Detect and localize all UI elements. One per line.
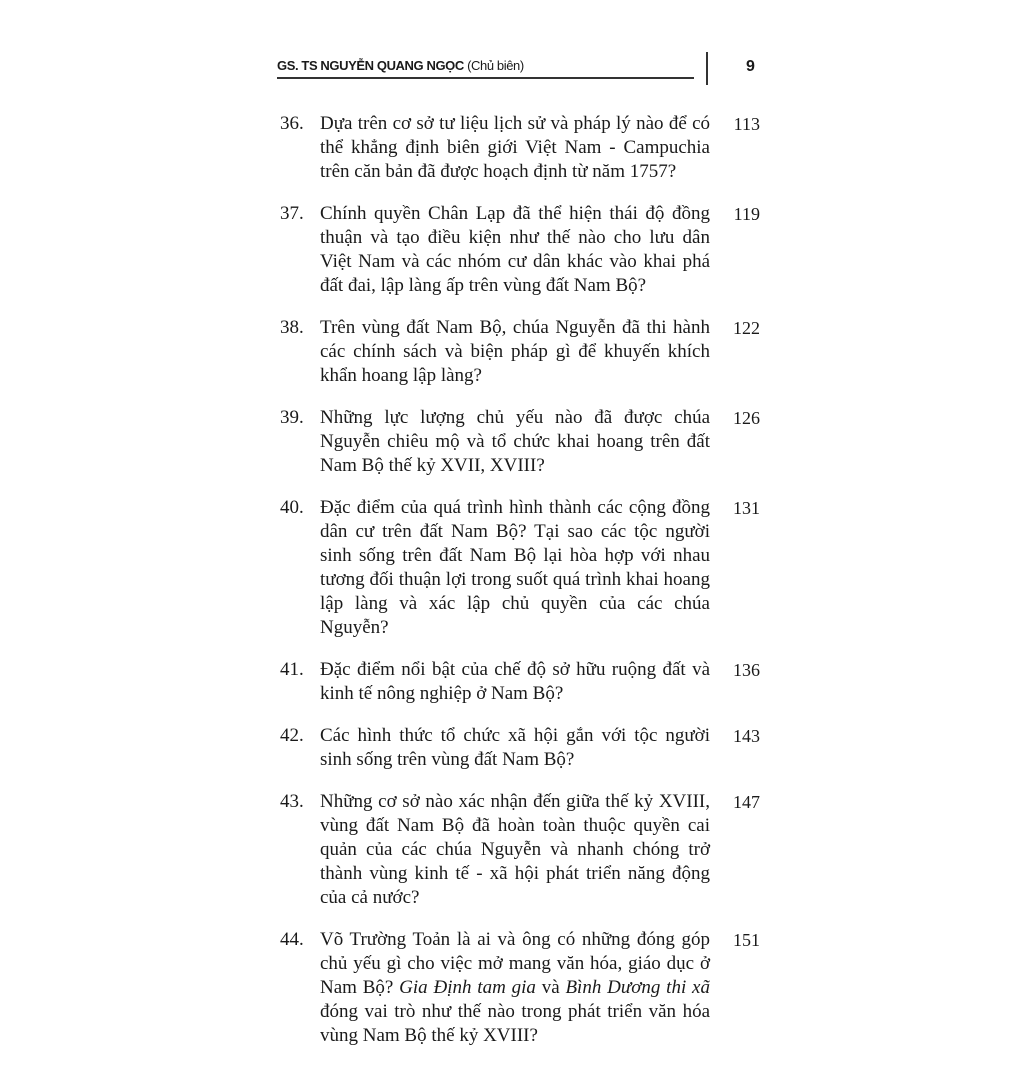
entry-title: Đặc điểm của quá trình hình thành các cộng đồng dân cư trên đất Nam Bộ? Tại sao các tộc người sinh sống trên đất Nam Bộ lại hòa hợp với nhau tương đối thuận lợi trong suốt quá trình khai hoang lập làng và xác lập chủ quyền của các chúa Nguyễn? (320, 497, 710, 638)
entry-number: 41. (280, 659, 304, 680)
entry-title: Dựa trên cơ sở tư liệu lịch sử và pháp lý nào để có thể khẳng định biên giới Việt Nam - Campuchia trên căn bản đã được hoạch định từ năm 1757? (320, 113, 710, 182)
entry-title: Đặc điểm nổi bật của chế độ sở hữu ruộng đất và kinh tế nông nghiệp ở Nam Bộ? (320, 659, 710, 704)
entry-title: Chính quyền Chân Lạp đã thể hiện thái độ đồng thuận và tạo điều kiện như thế nào cho lưu dân Việt Nam và các nhóm cư dân khác vào khai phá đất đai, lập làng ấp trên vùng đất Nam Bộ? (320, 203, 710, 296)
entry-title-part: đóng vai trò như thế nào trong phát triển văn hóa vùng Nam Bộ thế kỷ XVIII? (320, 1001, 710, 1046)
entry-title: Các hình thức tổ chức xã hội gắn với tộc người sinh sống trên vùng đất Nam Bộ? (320, 725, 710, 770)
entry-number: 36. (280, 113, 304, 134)
toc-entry-36 (280, 112, 760, 184)
toc-entry-39 (280, 406, 760, 478)
header-author-name: GS. TS NGUYỄN QUANG NGỌC (277, 58, 464, 73)
entry-title-part: và (535, 977, 566, 998)
entry-title (320, 928, 710, 1048)
entry-title: Những cơ sở nào xác nhận đến giữa thế kỷ XVIII, vùng đất Nam Bộ đã hoàn toàn thuộc quyền cai quản của các chúa Nguyễn và nhanh chóng trở thành vùng kinh tế - xã hội phát triển năng động của cả nước? (320, 791, 710, 908)
toc-entry-44 (280, 928, 760, 1048)
entry-title-italic: Gia Định tam gia (399, 977, 536, 998)
header-author (277, 58, 524, 73)
entry-number: 38. (280, 317, 304, 338)
header-author-role: (Chủ biên) (467, 58, 524, 73)
entry-page: 143 (733, 726, 760, 746)
entry-number: 44. (280, 929, 304, 950)
entry-page: 136 (733, 660, 760, 680)
entry-page: 131 (733, 498, 760, 518)
entry-page: 119 (733, 204, 760, 224)
header-divider (706, 52, 708, 85)
toc-entry-41 (280, 658, 760, 706)
entry-page: 122 (733, 318, 760, 338)
toc-entry-38 (280, 316, 760, 388)
running-header (277, 52, 757, 88)
entry-number: 42. (280, 725, 304, 746)
table-of-contents (280, 112, 760, 1066)
entry-number: 40. (280, 497, 304, 518)
entry-page: 126 (733, 408, 760, 428)
entry-number: 43. (280, 791, 304, 812)
entry-number: 39. (280, 407, 304, 428)
entry-page: 113 (733, 114, 760, 134)
toc-entry-37 (280, 202, 760, 298)
entry-title: Trên vùng đất Nam Bộ, chúa Nguyễn đã thi hành các chính sách và biện pháp gì để khuyến khích khẩn hoang lập làng? (320, 317, 710, 386)
entry-number: 37. (280, 203, 304, 224)
toc-entry-42 (280, 724, 760, 772)
entry-title-part: Võ Trường Toản là ai và ông có những đóng góp chủ yếu gì cho việc mở mang văn hóa, giáo dục ở Nam Bộ? (320, 929, 710, 998)
entry-title: Những lực lượng chủ yếu nào đã được chúa Nguyễn chiêu mộ và tổ chức khai hoang trên đất Nam Bộ thế kỷ XVII, XVIII? (320, 407, 710, 476)
toc-entry-43 (280, 790, 760, 910)
entry-page: 151 (733, 930, 760, 950)
entry-page: 147 (733, 792, 760, 812)
toc-entry-40 (280, 496, 760, 640)
page-number: 9 (746, 58, 755, 75)
entry-title-italic: Bình Dương thi xã (565, 977, 710, 998)
header-rule (277, 77, 694, 79)
